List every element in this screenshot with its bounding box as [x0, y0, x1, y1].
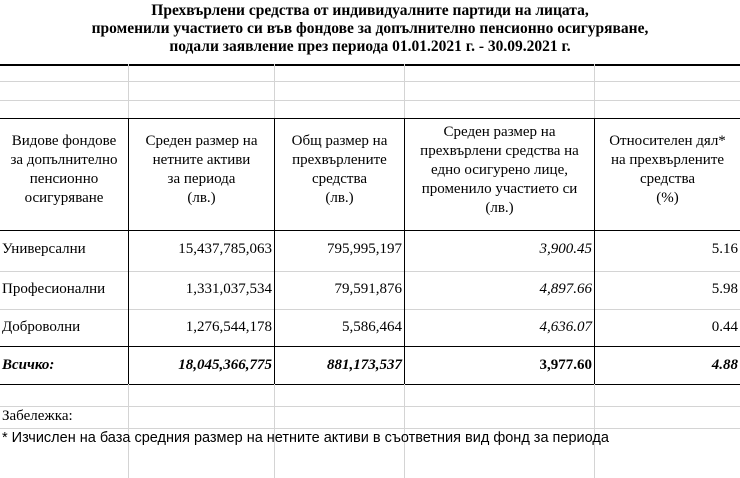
report-title — [0, 0, 740, 56]
row-fund-type: Професионални — [2, 281, 106, 297]
total-label: Всичко: — [2, 357, 55, 373]
gridline — [128, 64, 129, 118]
row-relative-share: 5.98 — [711, 281, 738, 297]
total-relative-share: 4.88 — [711, 357, 738, 373]
total-transferred: 881,173,537 — [327, 357, 402, 373]
header-top-border — [0, 118, 740, 119]
header-total-transferred: Общ размер на прехвърлените средства (лв.) — [291, 133, 388, 206]
row-fund-type: Доброволни — [2, 319, 81, 335]
data-table — [0, 64, 740, 478]
gridline — [594, 64, 595, 118]
row-total-transferred: 79,591,876 — [334, 281, 402, 297]
header-bottom-border — [0, 230, 740, 231]
header-avg-net-assets: Среден размер на нетните активи за периода (лв.) — [145, 133, 258, 206]
gridline — [0, 406, 740, 407]
row-relative-share: 5.16 — [711, 241, 738, 257]
gridline — [0, 81, 740, 82]
row-avg-net-assets: 1,331,037,534 — [185, 281, 272, 297]
row-avg-per-person: 3,900.45 — [539, 241, 592, 257]
row-total-transferred: 795,995,197 — [327, 241, 402, 257]
header-avg-per-person: Среден размер на прехвърлени средства на едно осигурено лице, променило участието си (лв.) — [420, 124, 579, 216]
note-label: Забележка: — [2, 408, 73, 424]
gridline — [404, 64, 405, 118]
total-avg-net-assets: 18,045,366,775 — [178, 357, 272, 373]
row-fund-type: Универсални — [2, 241, 86, 257]
note-text: * Изчислен на база средния размер на нетните активи в съответния вид фонд за периода — [2, 430, 609, 446]
row-total-transferred: 5,586,464 — [342, 319, 402, 335]
row-relative-share: 0.44 — [711, 319, 738, 335]
title-line-2: променили участието си във фондове за допълнително пенсионно осигуряване, — [91, 20, 649, 37]
header-fund-type: Видове фондове за допълнително пенсионно осигуряване — [10, 133, 118, 206]
row-avg-per-person: 4,636.07 — [539, 319, 592, 335]
row-avg-net-assets: 15,437,785,063 — [178, 241, 272, 257]
total-top-border — [0, 346, 740, 347]
title-line-3: подали заявление през периода 01.01.2021 г. - 30.09.2021 г. — [169, 38, 571, 55]
row-avg-net-assets: 1,276,544,178 — [185, 319, 272, 335]
gridline — [0, 428, 740, 429]
total-avg-per-person: 3,977.60 — [539, 357, 592, 373]
gridline — [0, 271, 740, 272]
gridline — [0, 100, 740, 101]
table-bottom-border — [0, 384, 740, 385]
title-line-1: Прехвърлени средства от индивидуалните партиди на лицата, — [151, 2, 589, 19]
row-avg-per-person: 4,897.66 — [539, 281, 592, 297]
gridline — [0, 309, 740, 310]
header-relative-share: Относителен дял* на прехвърлените средства (%) — [609, 133, 726, 206]
gridline — [274, 64, 275, 118]
table-top-border — [0, 64, 740, 66]
